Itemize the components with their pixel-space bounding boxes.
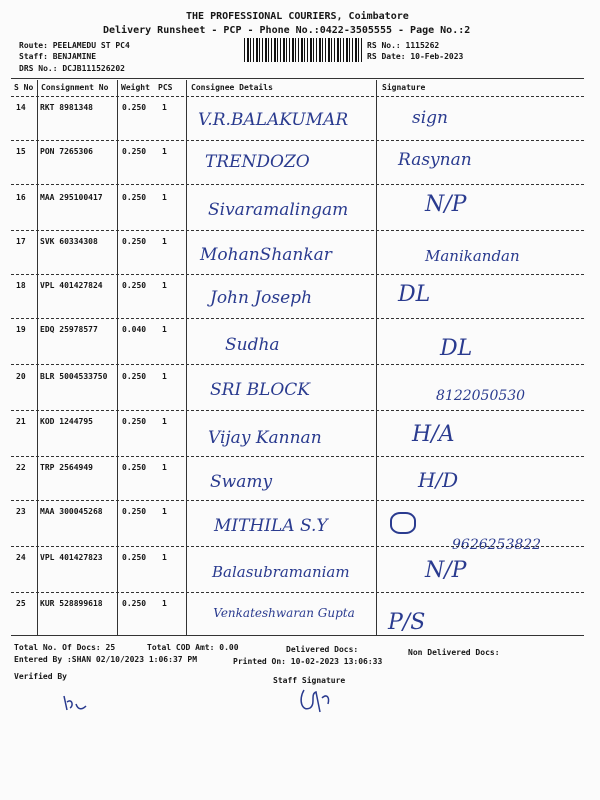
row-weight: 0.250 [122, 193, 147, 202]
col-divider [376, 80, 377, 635]
row-divider [11, 500, 584, 501]
signature-scribble [390, 512, 416, 534]
row-signature-handwriting: N/P [425, 192, 467, 217]
runsheet-title: Delivery Runsheet - PCP - Phone No.:0422-3505555 - Page No.:2 [103, 25, 471, 36]
row-consignment: KUR 528899618 [40, 599, 103, 608]
row-signature-handwriting: DL [398, 282, 431, 307]
col-divider [186, 80, 187, 635]
staff-signature-mark [296, 684, 336, 718]
delivered-docs: Delivered Docs: [286, 645, 359, 654]
row-weight: 0.250 [122, 599, 147, 608]
row-divider [11, 140, 584, 141]
row-weight: 0.250 [122, 507, 147, 516]
row-weight: 0.250 [122, 417, 147, 426]
row-signature-handwriting: H/D [418, 468, 459, 492]
row-sno: 19 [16, 325, 26, 334]
row-consignment: BLR 5004533750 [40, 372, 108, 381]
row-pcs: 1 [162, 147, 167, 156]
printed-on: Printed On: 10-02-2023 13:06:33 [233, 657, 383, 666]
row-divider [11, 456, 584, 457]
row-divider [11, 546, 584, 547]
row-pcs: 1 [162, 372, 167, 381]
row-weight: 0.250 [122, 147, 147, 156]
col-header-weight: Weight [121, 83, 150, 92]
row-sno: 22 [16, 463, 26, 472]
row-divider [11, 184, 584, 185]
col-divider [117, 80, 118, 635]
col-divider [37, 80, 38, 635]
col-header-sno: S No [14, 83, 34, 92]
row-weight: 0.250 [122, 281, 147, 290]
table-bottom-border [11, 635, 584, 636]
row-consignment: VPL 401427824 [40, 281, 103, 290]
total-cod: Total COD Amt: 0.00 [147, 643, 239, 652]
entered-by: Entered By :SHAN 02/10/2023 1:06:37 PM [14, 655, 198, 664]
table-top-border [11, 78, 584, 79]
row-consignment: KOD 1244795 [40, 417, 93, 426]
row-signature-handwriting: P/S [388, 610, 426, 635]
row-consignment: TRP 2564949 [40, 463, 93, 472]
row-consignment: MAA 300045268 [40, 507, 103, 516]
staff-signature-label: Staff Signature [273, 676, 346, 685]
row-divider [11, 230, 584, 231]
row-sno: 18 [16, 281, 26, 290]
row-sno: 16 [16, 193, 26, 202]
col-header-signature: Signature [382, 83, 426, 92]
row-consignment: EDQ 25978577 [40, 325, 98, 334]
col-header-pcs: PCS [158, 83, 173, 92]
row-pcs: 1 [162, 281, 167, 290]
row-consignee-handwriting: TRENDOZO [205, 152, 310, 172]
verifier-signature-mark [60, 692, 90, 716]
row-pcs: 1 [162, 417, 167, 426]
row-consignee-handwriting: John Joseph [210, 288, 313, 308]
row-pcs: 1 [162, 103, 167, 112]
row-sno: 24 [16, 553, 26, 562]
row-weight: 0.040 [122, 325, 147, 334]
row-weight: 0.250 [122, 463, 147, 472]
row-divider [11, 364, 584, 365]
row-signature-handwriting: H/A [412, 422, 455, 447]
row-signature-handwriting: 9626253822 [452, 537, 542, 553]
row-divider [11, 274, 584, 275]
row-weight: 0.250 [122, 103, 147, 112]
verified-by: Verified By [14, 672, 67, 681]
row-pcs: 1 [162, 507, 167, 516]
row-sno: 14 [16, 103, 26, 112]
row-sno: 21 [16, 417, 26, 426]
drs-number: DRS No.: DCJB111526202 [19, 64, 125, 73]
row-sno: 15 [16, 147, 26, 156]
row-consignee-handwriting: SRI BLOCK [210, 380, 310, 400]
row-consignment: SVK 60334308 [40, 237, 98, 246]
row-weight: 0.250 [122, 372, 147, 381]
row-pcs: 1 [162, 463, 167, 472]
row-consignment: PON 7265306 [40, 147, 93, 156]
row-consignment: VPL 401427823 [40, 553, 103, 562]
row-signature-handwriting: sign [412, 108, 448, 128]
row-pcs: 1 [162, 599, 167, 608]
row-signature-handwriting: N/P [425, 558, 467, 583]
row-consignee-handwriting: V.R.BALAKUMAR [198, 110, 349, 130]
row-consignee-handwriting: Sudha [225, 335, 280, 355]
row-consignee-handwriting: Swamy [210, 472, 273, 492]
row-divider [11, 592, 584, 593]
row-sno: 23 [16, 507, 26, 516]
row-consignee-handwriting: Balasubramaniam [212, 563, 350, 581]
row-sno: 25 [16, 599, 26, 608]
row-consignment: MAA 295100417 [40, 193, 103, 202]
total-docs: Total No. Of Docs: 25 [14, 643, 116, 652]
col-header-consignment: Consignment No [41, 83, 109, 92]
header-divider [11, 96, 584, 97]
row-signature-handwriting: DL [440, 336, 473, 361]
row-pcs: 1 [162, 553, 167, 562]
row-pcs: 1 [162, 325, 167, 334]
staff-label: Staff: BENJAMINE [19, 52, 97, 61]
row-signature-handwriting: Manikandan [425, 247, 520, 265]
rs-number: RS No.: 1115262 [367, 41, 440, 50]
col-header-consignee: Consignee Details [191, 83, 273, 92]
row-divider [11, 318, 584, 319]
row-consignee-handwriting: MohanShankar [200, 245, 332, 265]
row-consignee-handwriting: MITHILA S.Y [214, 516, 328, 536]
non-delivered-docs: Non Delivered Docs: [408, 648, 500, 657]
row-sno: 17 [16, 237, 26, 246]
row-weight: 0.250 [122, 237, 147, 246]
row-consignee-handwriting: Sivaramalingam [208, 200, 349, 220]
row-sno: 20 [16, 372, 26, 381]
route-label: Route: PEELAMEDU ST PC4 [19, 41, 130, 50]
row-divider [11, 410, 584, 411]
row-signature-handwriting: 8122050530 [436, 388, 526, 404]
company-title: THE PROFESSIONAL COURIERS, Coimbatore [186, 11, 409, 22]
rs-date: RS Date: 10-Feb-2023 [367, 52, 464, 61]
row-consignment: RKT 8981348 [40, 103, 93, 112]
barcode [244, 38, 362, 62]
row-pcs: 1 [162, 193, 167, 202]
row-pcs: 1 [162, 237, 167, 246]
row-consignee-handwriting: Venkateshwaran Gupta [213, 606, 355, 620]
row-weight: 0.250 [122, 553, 147, 562]
row-signature-handwriting: Rasynan [398, 150, 472, 170]
row-consignee-handwriting: Vijay Kannan [208, 428, 322, 448]
